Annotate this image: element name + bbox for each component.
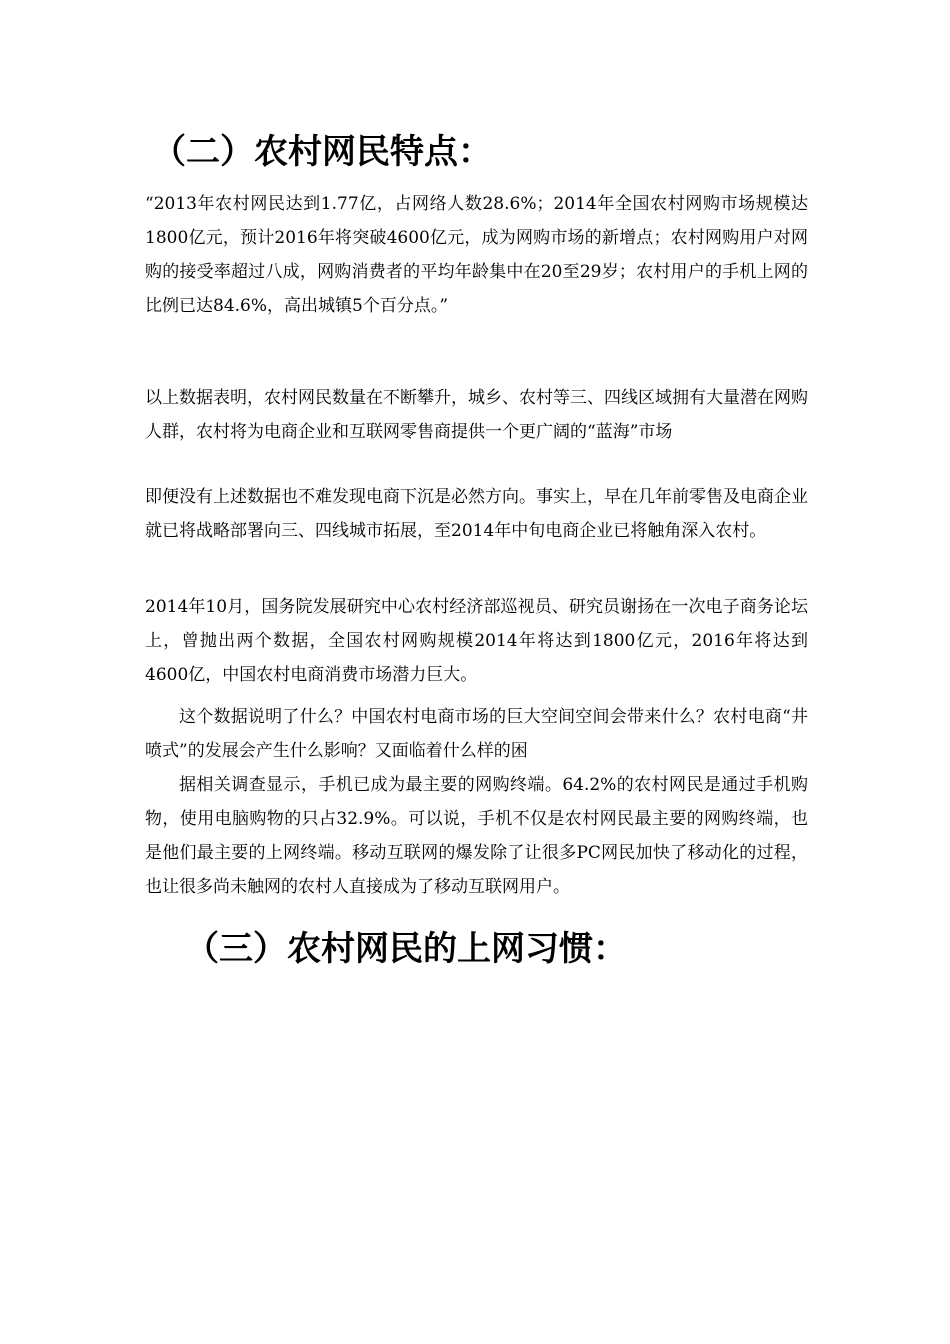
- quote-paragraph: “2013年农村网民达到1.77亿，占网络人数28.6%；2014年全国农村网购市场规模达1800亿元，预计2016年将突破4600亿元，成为网购市场的新增点；农村网购用户对网购的接受率超过八成，网购消费者的平均年龄集中在20至29岁；农村用户的手机上网的比例已达84.6%，高出城镇5个百分点。”: [145, 194, 808, 316]
- questions-paragraph: 这个数据说明了什么？中国农村电商市场的巨大空间空间会带来什么？农村电商“井喷式”的发展会产生什么影响？又面临着什么样的困: [145, 707, 808, 761]
- forum-paragraph: 2014年10月，国务院发展研究中心农村经济部巡视员、研究员谢扬在一次电子商务论坛上，曾抛出两个数据，全国农村网购规模2014年将达到1800亿元，2016年将达到4600亿，中国农村电商消费市场潜力巨大。: [145, 597, 808, 685]
- data-analysis-paragraph: 以上数据表明，农村网民数量在不断攀升，城乡、农村等三、四线区域拥有大量潜在网购人群，农村将为电商企业和互联网零售商提供一个更广阔的“蓝海”市场: [145, 388, 808, 442]
- mobile-paragraph: 据相关调查显示，手机已成为最主要的网购终端。64.2%的农村网民是通过手机购物，使用电脑购物的只占32.9%。可以说，手机不仅是农村网民最主要的网购终端，也是他们最主要的上网终端。移动互联网的爆发除了让很多PC网民加快了移动化的过程，也让很多尚未触网的农村人直接成为了移动互联网用户。: [145, 775, 808, 897]
- section-heading-3: （三）农村网民的上网习惯：: [185, 929, 627, 969]
- trend-paragraph: 即便没有上述数据也不难发现电商下沉是必然方向。事实上，早在几年前零售及电商企业就已将战略部署向三、四线城市拓展，至2014年中旬电商企业已将触角深入农村。: [145, 487, 808, 541]
- section-heading-2: （二）农村网民特点：: [152, 132, 492, 172]
